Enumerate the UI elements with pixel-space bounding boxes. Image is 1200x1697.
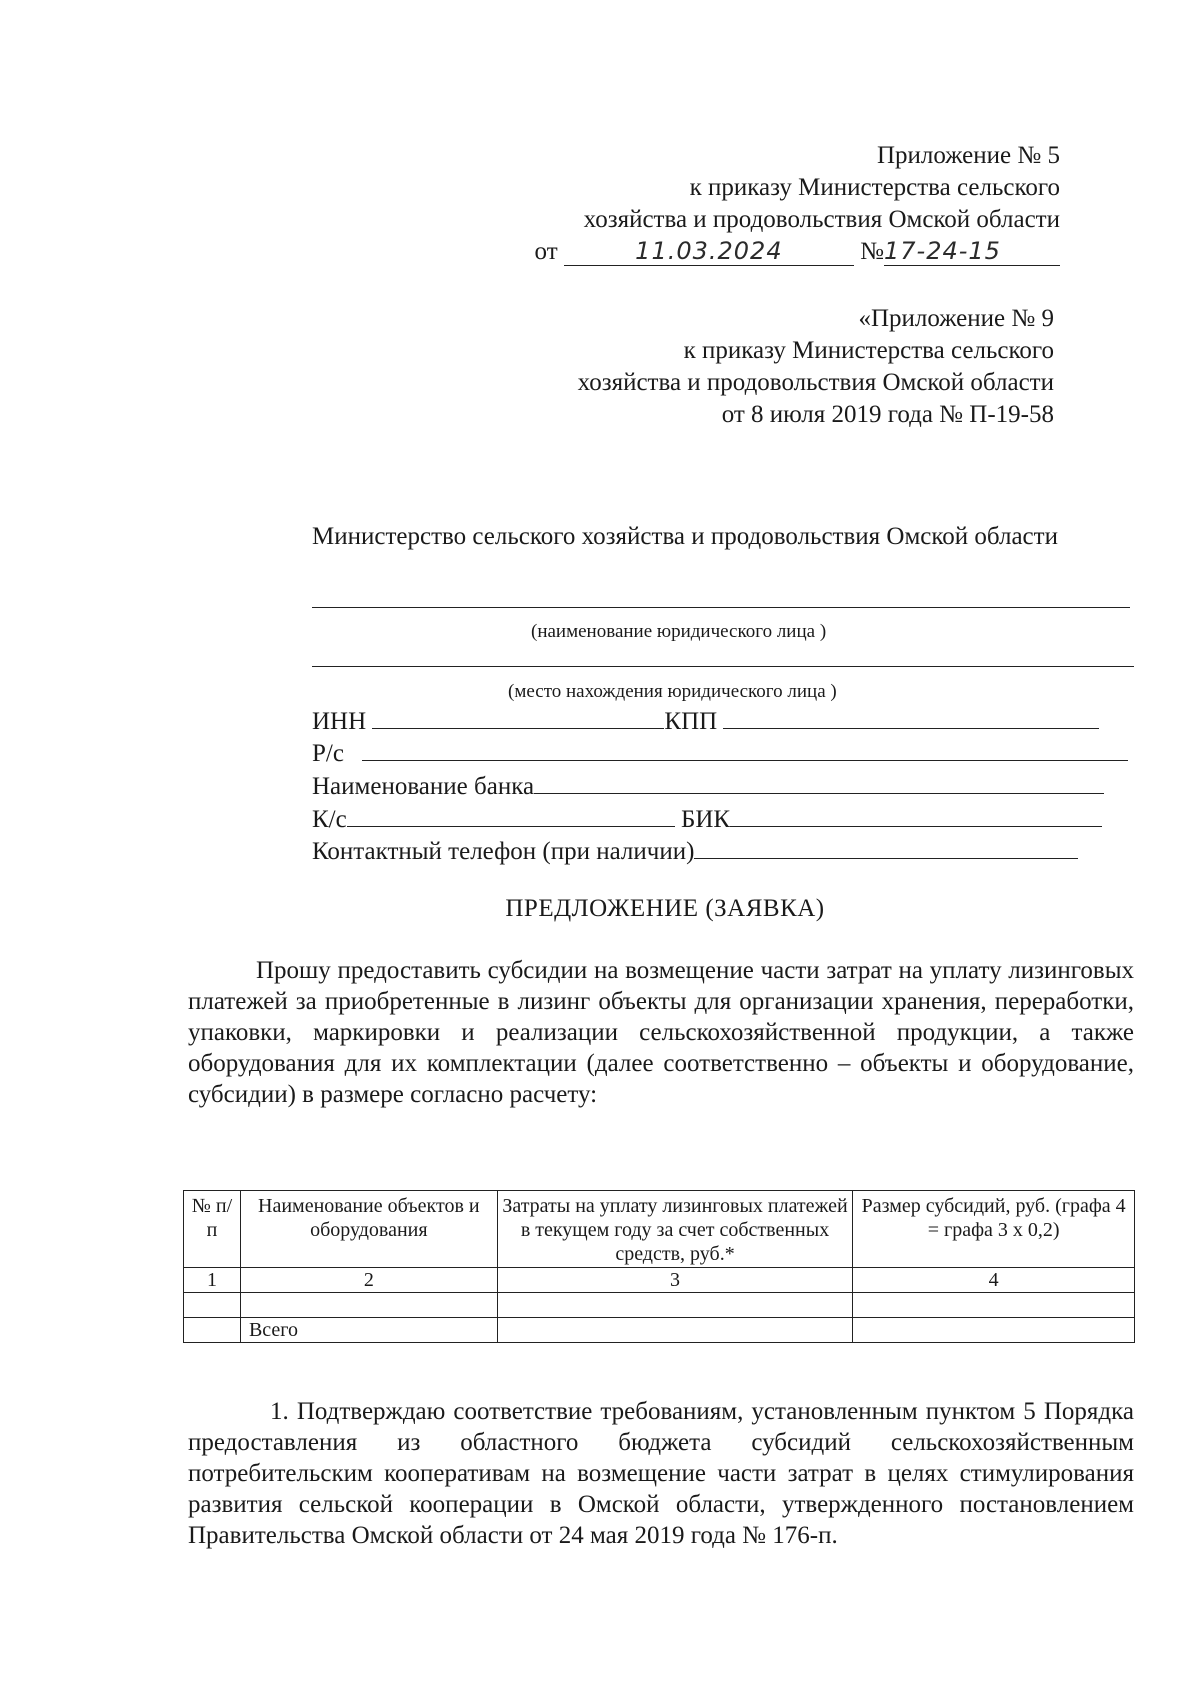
phone-row: [312, 836, 1078, 867]
inn-kpp-row: [312, 706, 1099, 737]
appendix-original-line1: «Приложение № 9: [858, 305, 1054, 332]
column-number-cell: 2: [240, 1268, 497, 1293]
table-header-row: [184, 1191, 1135, 1268]
bank-label: Наименование банка: [312, 773, 535, 800]
number-label: №: [860, 238, 884, 265]
table-cell: [853, 1293, 1135, 1318]
column-number-cell: 3: [497, 1268, 853, 1293]
bank-row: [312, 771, 1104, 802]
appendix-original-header: [578, 303, 1054, 431]
appendix-current-line2: к приказу Министерства сельского: [689, 174, 1060, 201]
table-cell: [184, 1318, 241, 1343]
appendix-current-line1: Приложение № 5: [876, 142, 1060, 169]
table-cell: [184, 1293, 241, 1318]
column-number-row: [184, 1268, 1135, 1293]
inn-blank: [372, 706, 664, 729]
request-paragraph-text: Прошу предоставить субсидии на возмещение части затрат на уплату лизинговых платежей за приобретенные в лизинг объекты для организации хранения, переработки, упаковки, маркировки и реализации сельскохозяйственной продукции, а также оборудования для их комплектации (далее соответственно – объекты и оборудование, субсидии) в размере согласно расчету:: [188, 957, 1134, 1108]
recipient-ministry: Министерство сельского хозяйства и продовольствия Омской области: [312, 523, 1058, 550]
appendix-original-line2: к приказу Министерства сельского: [683, 337, 1054, 364]
kpp-label: КПП: [664, 708, 718, 735]
appendix-current-line3: хозяйства и продовольствия Омской области: [583, 206, 1060, 233]
document-title: ПРЕДЛОЖЕНИЕ (ЗАЯВКА): [505, 895, 825, 922]
table-cell: [240, 1293, 497, 1318]
table-cell: [853, 1318, 1135, 1343]
inn-label: ИНН: [312, 708, 367, 735]
account-blank: [362, 738, 1128, 761]
header-cell-subsidy: Размер субсидий, руб. (графа 4 = графа 3 х 0,2): [853, 1191, 1135, 1268]
header-cell-costs: Затраты на уплату лизинговых платежей в текущем году за счет собственных средств, руб.*: [497, 1191, 853, 1268]
account-row: [312, 738, 1128, 769]
legal-name-fill-line: [312, 607, 1130, 608]
bik-label: БИК: [680, 806, 731, 833]
appendix-original-line3: хозяйства и продовольствия Омской области: [577, 369, 1054, 396]
table-row: [184, 1293, 1135, 1318]
bik-blank: [730, 804, 1102, 827]
request-paragraph: [188, 955, 1134, 1110]
kpp-blank: [723, 706, 1099, 729]
corr-bik-row: [312, 804, 1102, 835]
appendix-original-line4: от 8 июля 2019 года № П-19-58: [721, 401, 1054, 428]
appendix-current-header: [535, 140, 1060, 268]
legal-name-caption: (наименование юридического лица ): [531, 621, 827, 642]
appendix-current-date-line: [535, 236, 1060, 268]
location-caption: (место нахождения юридического лица ): [508, 681, 837, 702]
bank-blank: [534, 771, 1104, 794]
subsidy-calculation-table: [183, 1190, 1135, 1343]
column-number-cell: 1: [184, 1268, 241, 1293]
confirmation-paragraph-text: 1. Подтверждаю соответствие требованиям, установленным пунктом 5 Порядка предоставления из областного бюджета субсидий сельскохозяйственным потребительским кооперативам на возмещение части затрат в целях стимулирования развития сельской кооперации в Омской области, утвержденного постановлением Правительства Омской области от 24 мая 2019 года № 176-п.: [188, 1398, 1134, 1549]
confirmation-paragraph: [188, 1396, 1134, 1551]
account-label: Р/с: [312, 740, 344, 767]
order-number-handwritten: 17-24-15: [884, 237, 1060, 266]
total-label-cell: Всего: [240, 1318, 497, 1343]
order-date-handwritten: 11.03.2024: [564, 237, 854, 266]
column-number-cell: 4: [853, 1268, 1135, 1293]
header-cell-number: № п/п: [184, 1191, 241, 1268]
table-cell: [497, 1293, 853, 1318]
from-label: от: [534, 238, 558, 265]
phone-label: Контактный телефон (при наличии): [312, 838, 695, 865]
corr-blank: [347, 804, 675, 827]
total-row: [184, 1318, 1135, 1343]
table-cell: [497, 1318, 853, 1343]
header-cell-objects: Наименование объектов и оборудования: [240, 1191, 497, 1268]
phone-blank: [694, 836, 1078, 859]
corr-label: К/с: [312, 806, 347, 833]
location-fill-line: [312, 666, 1134, 667]
